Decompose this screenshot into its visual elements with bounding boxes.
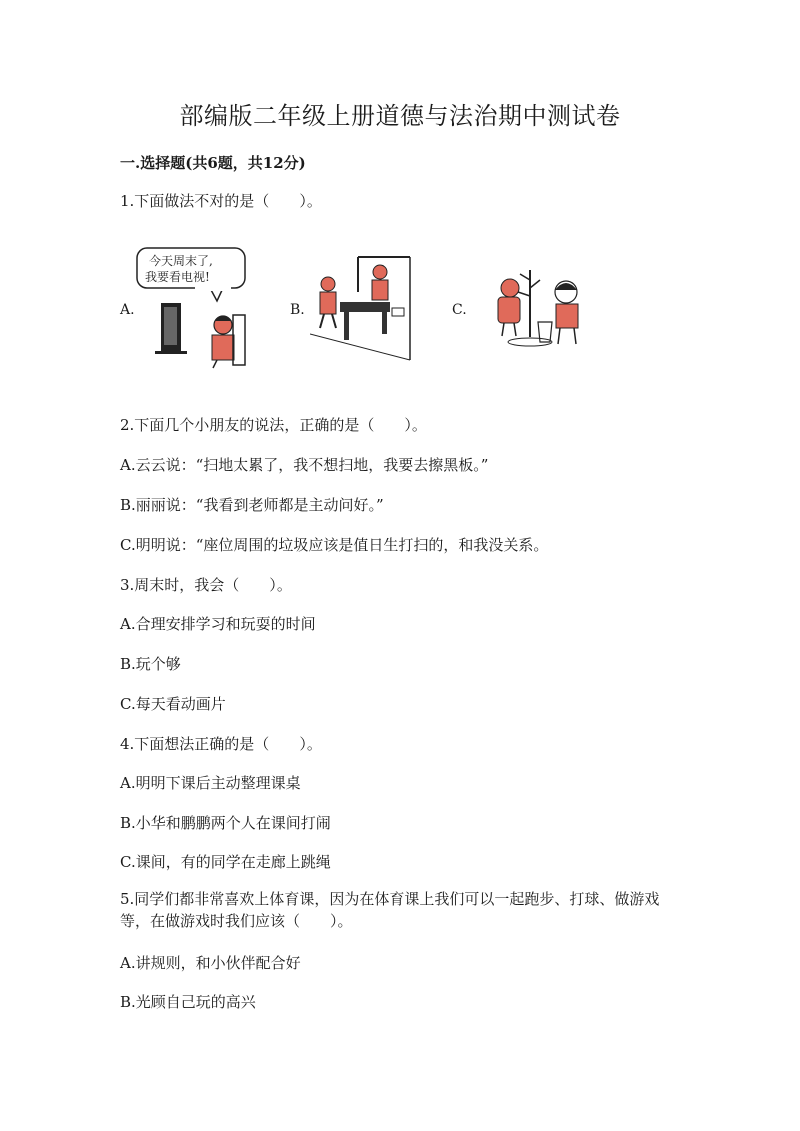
q1-option-b-label: B. xyxy=(290,302,305,318)
q5-option-a: A.讲规则，和小伙伴配合好 xyxy=(120,954,301,972)
q4-option-c: C.课间，有的同学在走廊上跳绳 xyxy=(120,853,331,871)
q4-option-b: B.小华和鹏鹏两个人在课间打闹 xyxy=(120,814,331,832)
speech-line-1: 今天周末了, xyxy=(149,254,213,268)
q1-option-a-label: A. xyxy=(120,302,135,318)
q3-option-b: B.玩个够 xyxy=(120,655,181,673)
q2-option-a: A.云云说：“扫地太累了，我不想扫地，我要去擦黑板。” xyxy=(120,456,489,474)
page-title: 部编版二年级上册道德与法治期中测试卷 xyxy=(179,102,621,130)
section-heading: 一.选择题(共6题，共12分) xyxy=(120,154,306,172)
question-3-stem: 3.周末时，我会（ ）。 xyxy=(120,576,292,594)
q4-option-a: A.明明下课后主动整理课桌 xyxy=(120,774,301,792)
q3-option-c: C.每天看动画片 xyxy=(120,695,226,713)
speech-line-2: 我要看电视! xyxy=(145,270,210,284)
q5-option-b: B.光顾自己玩的高兴 xyxy=(120,993,256,1011)
q1-option-a-illustration xyxy=(135,245,250,370)
q1-option-c-label: C. xyxy=(452,302,467,318)
question-2-stem: 2.下面几个小朋友的说法，正确的是（ ）。 xyxy=(120,416,427,434)
q1-option-c-illustration xyxy=(488,262,598,352)
q2-option-c: C.明明说：“座位周围的垃圾应该是值日生打扫的，和我没关系。 xyxy=(120,536,549,554)
question-4-stem: 4.下面想法正确的是（ ）。 xyxy=(120,735,322,753)
q3-option-a: A.合理安排学习和玩耍的时间 xyxy=(120,615,316,633)
q2-option-b: B.丽丽说：“我看到老师都是主动问好。” xyxy=(120,496,384,514)
question-5-stem: 5.同学们都非常喜欢上体育课，因为在体育课上我们可以一起跑步、打球、做游戏等，在做游戏时我们应该（ ）。 xyxy=(120,890,660,930)
question-1-stem: 1.下面做法不对的是（ ）。 xyxy=(120,192,322,210)
q1-option-b-illustration xyxy=(310,252,415,362)
